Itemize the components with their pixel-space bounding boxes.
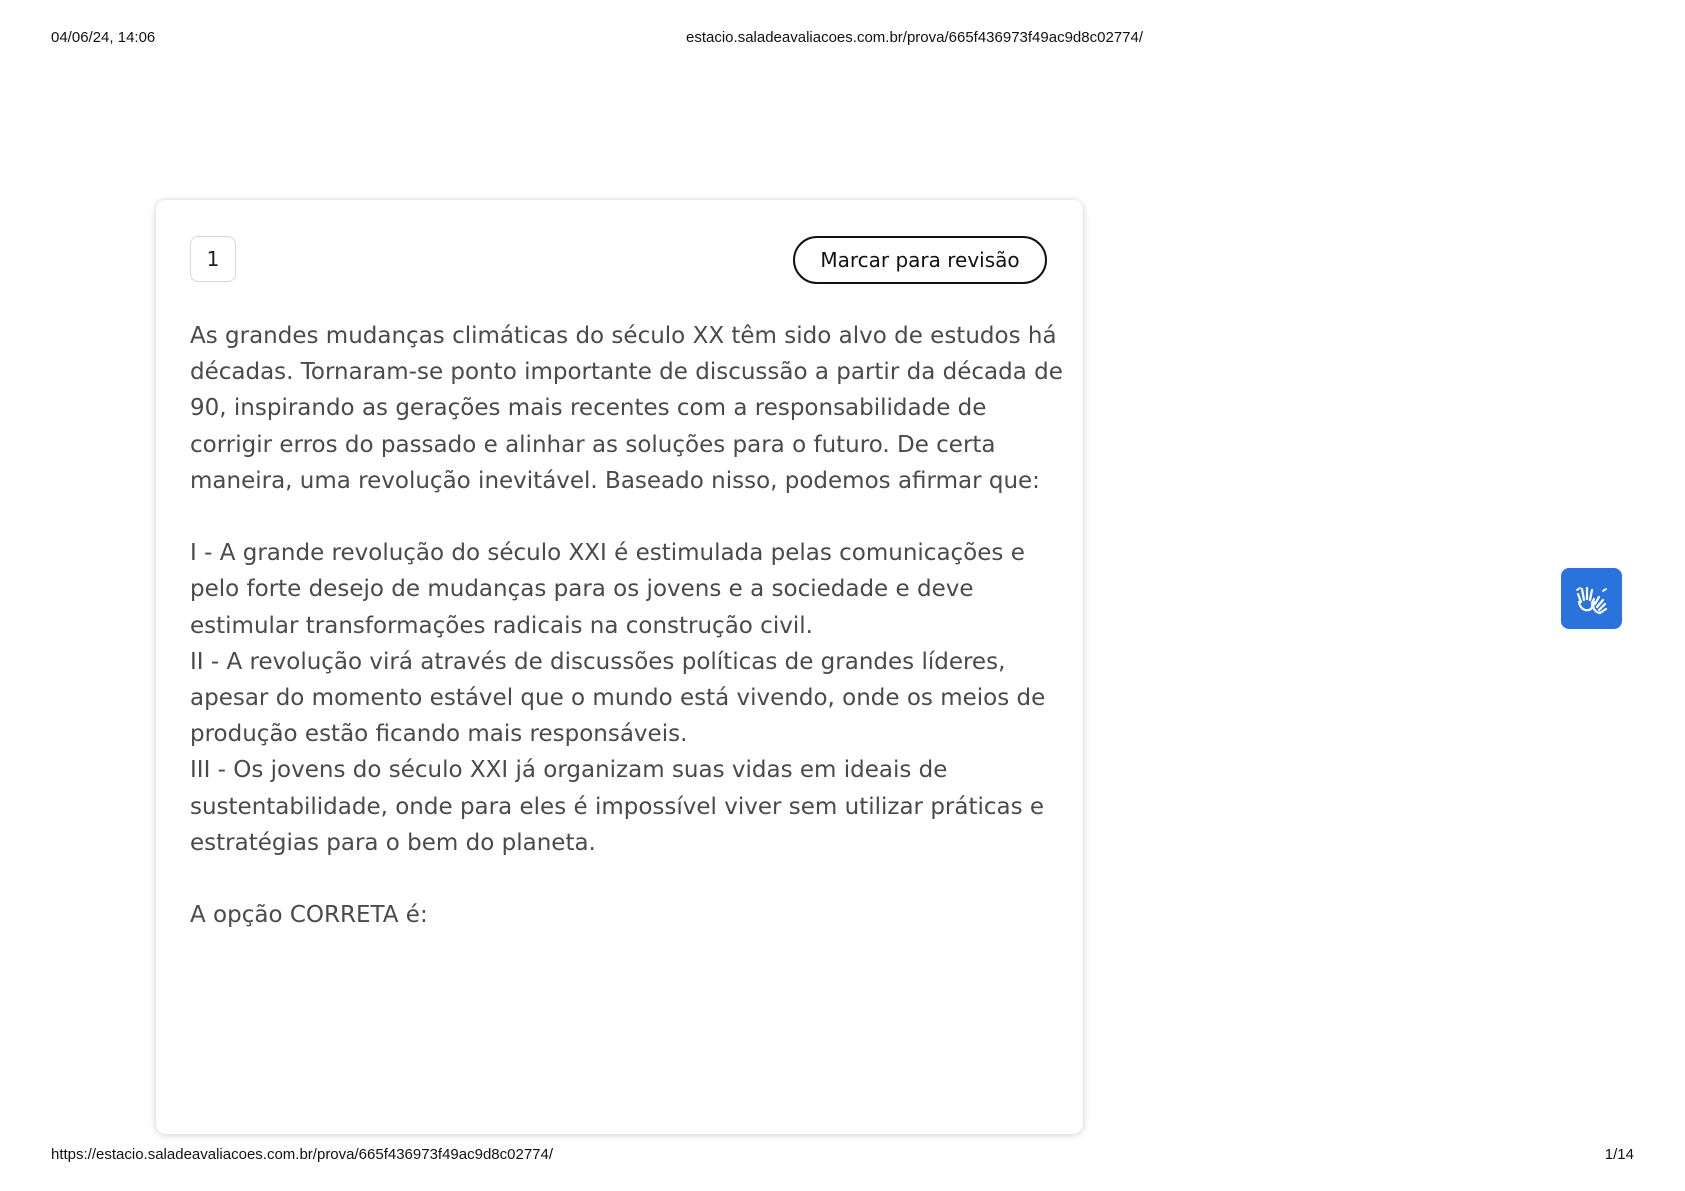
question-intro: As grandes mudanças climáticas do século XX têm sido alvo de estudos há décadas. Tornaram-se ponto importante de discussão a partir da década de 90, inspirando as gerações mais recentes com a responsabilidade de corrigir erros do passado e alinhar as soluções para o futuro. De certa maneira, uma revolução inevitável. Baseado nisso, podemos afirmar que: <box>190 323 1063 494</box>
statement-2: II - A revolução virá através de discussões políticas de grandes líderes, apesar do momento estável que o mundo está vivendo, onde os meios de produção estão ficando mais responsáveis. <box>190 648 1046 748</box>
print-site-url: estacio.saladeavaliacoes.com.br/prova/665f436973f49ac9d8c02774/ <box>686 29 1143 46</box>
statement-3: III - Os jovens do século XXI já organizam suas vidas em ideais de sustentabilidade, onde para eles é impossível viver sem utilizar práticas e estratégias para o bem do planeta. <box>190 757 1045 856</box>
question-prompt: A opção CORRETA é: <box>190 902 428 929</box>
sign-language-accessibility-button[interactable] <box>1561 568 1622 629</box>
print-footer-url: https://estacio.saladeavaliacoes.com.br/prova/665f436973f49ac9d8c02774/ <box>51 1146 554 1163</box>
question-card <box>156 200 1083 1134</box>
print-footer <box>51 1146 1634 1166</box>
question-number-badge: 1 <box>190 236 236 282</box>
statement-1: I - A grande revolução do século XXI é estimulada pelas comunicações e pelo forte desejo de mudanças para os jovens e a sociedade e deve estimular transformações radicais na construção civil. <box>190 540 1025 639</box>
print-header <box>51 29 1634 49</box>
question-text <box>190 318 1070 933</box>
sign-language-hands-icon <box>1573 580 1611 618</box>
page-counter: 1/14 <box>1604 1146 1634 1163</box>
print-datetime: 04/06/24, 14:06 <box>51 29 156 46</box>
mark-for-review-button[interactable]: Marcar para revisão <box>793 236 1047 284</box>
